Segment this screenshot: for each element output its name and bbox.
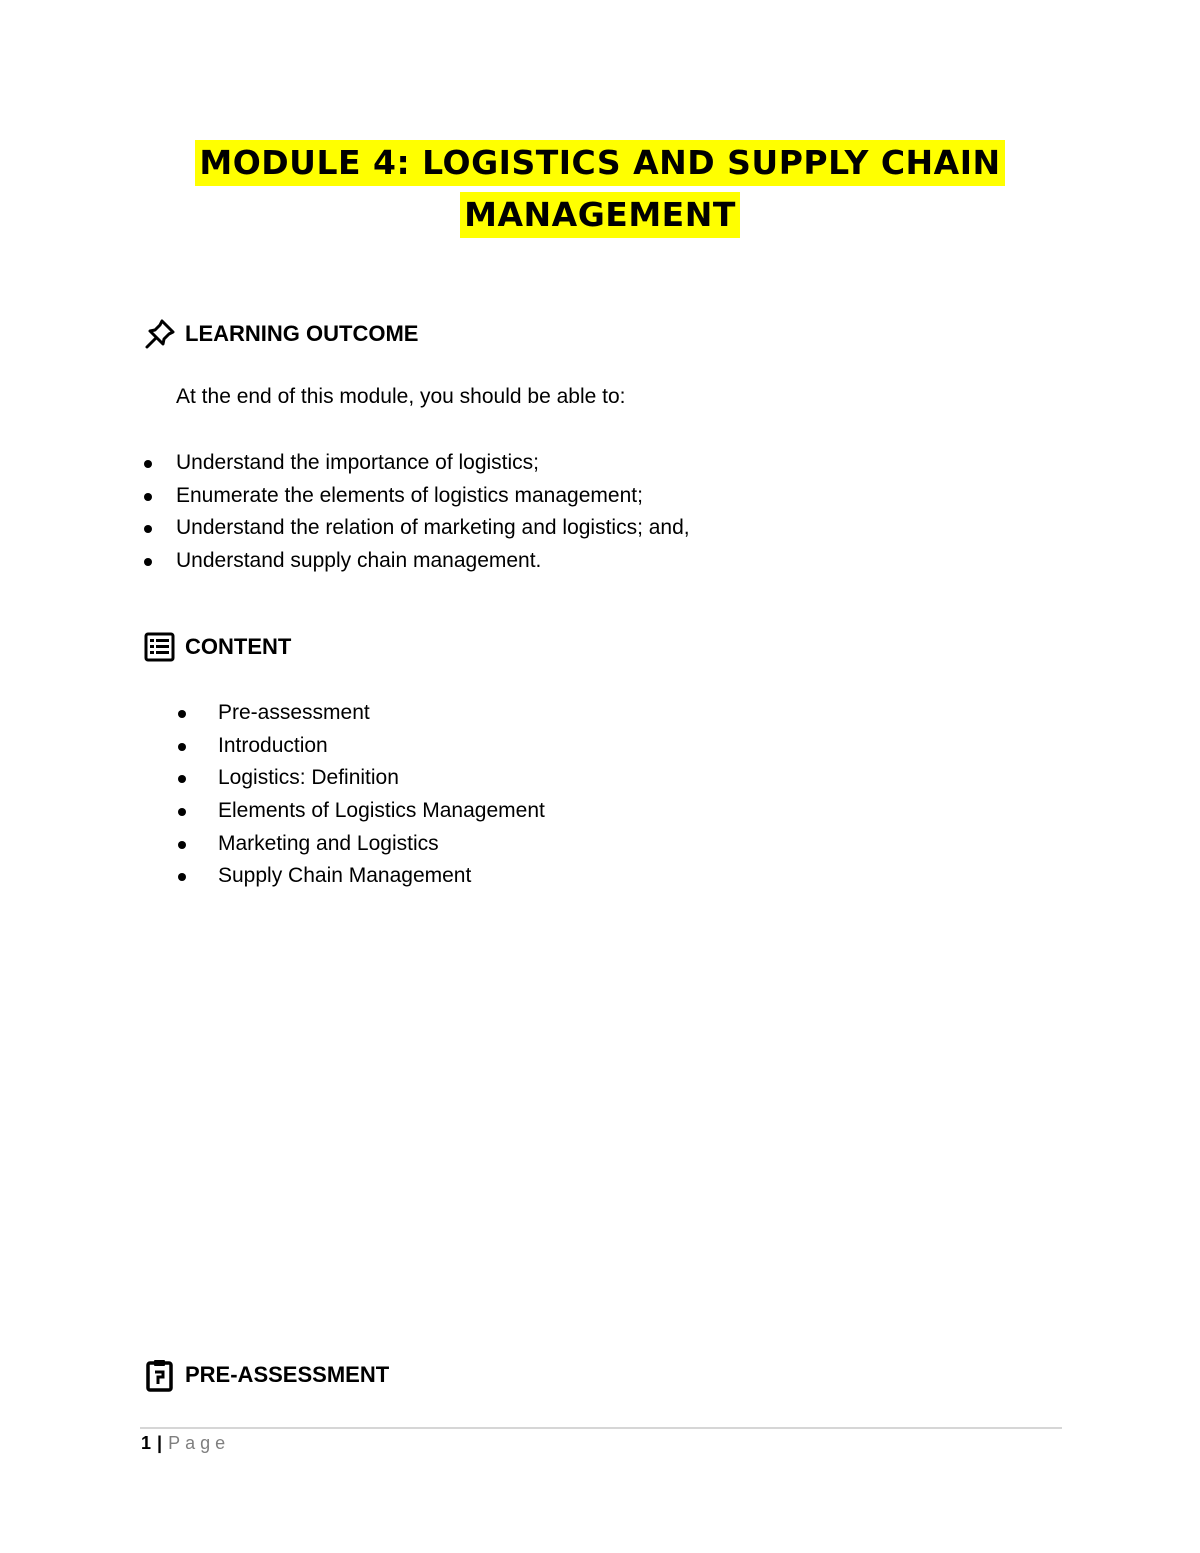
content-title: CONTENT <box>185 634 292 659</box>
footer-divider <box>140 1427 1062 1429</box>
footer-separator: | <box>157 1433 163 1453</box>
page-label: Page <box>168 1433 231 1453</box>
learning-outcome-heading <box>143 317 418 351</box>
pre-assessment-heading <box>143 1358 389 1392</box>
list-item: Understand supply chain management. <box>176 545 690 578</box>
learning-outcome-title: LEARNING OUTCOME <box>185 321 419 346</box>
clipboard-icon <box>143 1358 177 1392</box>
bullet-icon <box>144 525 152 533</box>
bullet-icon <box>178 841 186 849</box>
pushpin-icon <box>143 317 177 351</box>
list-item: Supply Chain Management <box>218 860 545 893</box>
page-number: 1 <box>141 1433 152 1453</box>
bullet-icon <box>144 460 152 468</box>
page-footer <box>141 1433 230 1454</box>
learning-outcome-list <box>176 447 690 578</box>
bullet-icon <box>144 558 152 566</box>
learning-outcome-intro: At the end of this module, you should be able to: <box>176 385 626 408</box>
list-icon <box>143 630 177 664</box>
list-item: Understand the importance of logistics; <box>176 447 690 480</box>
module-title-line-1: MODULE 4: LOGISTICS AND SUPPLY CHAIN <box>195 140 1004 186</box>
list-item: Pre-assessment <box>218 697 545 730</box>
module-title <box>0 140 1200 238</box>
bullet-icon <box>178 873 186 881</box>
bullet-icon <box>178 808 186 816</box>
list-item: Elements of Logistics Management <box>218 795 545 828</box>
list-item: Marketing and Logistics <box>218 828 545 861</box>
content-list <box>218 697 545 893</box>
content-heading <box>143 630 291 664</box>
list-item: Logistics: Definition <box>218 762 545 795</box>
bullet-icon <box>178 743 186 751</box>
list-item: Enumerate the elements of logistics management; <box>176 480 690 513</box>
list-item: Introduction <box>218 730 545 763</box>
bullet-icon <box>144 493 152 501</box>
bullet-icon <box>178 710 186 718</box>
list-item: Understand the relation of marketing and logistics; and, <box>176 512 690 545</box>
module-title-line-2: MANAGEMENT <box>460 192 740 238</box>
pre-assessment-title: PRE-ASSESSMENT <box>185 1362 390 1387</box>
bullet-icon <box>178 775 186 783</box>
